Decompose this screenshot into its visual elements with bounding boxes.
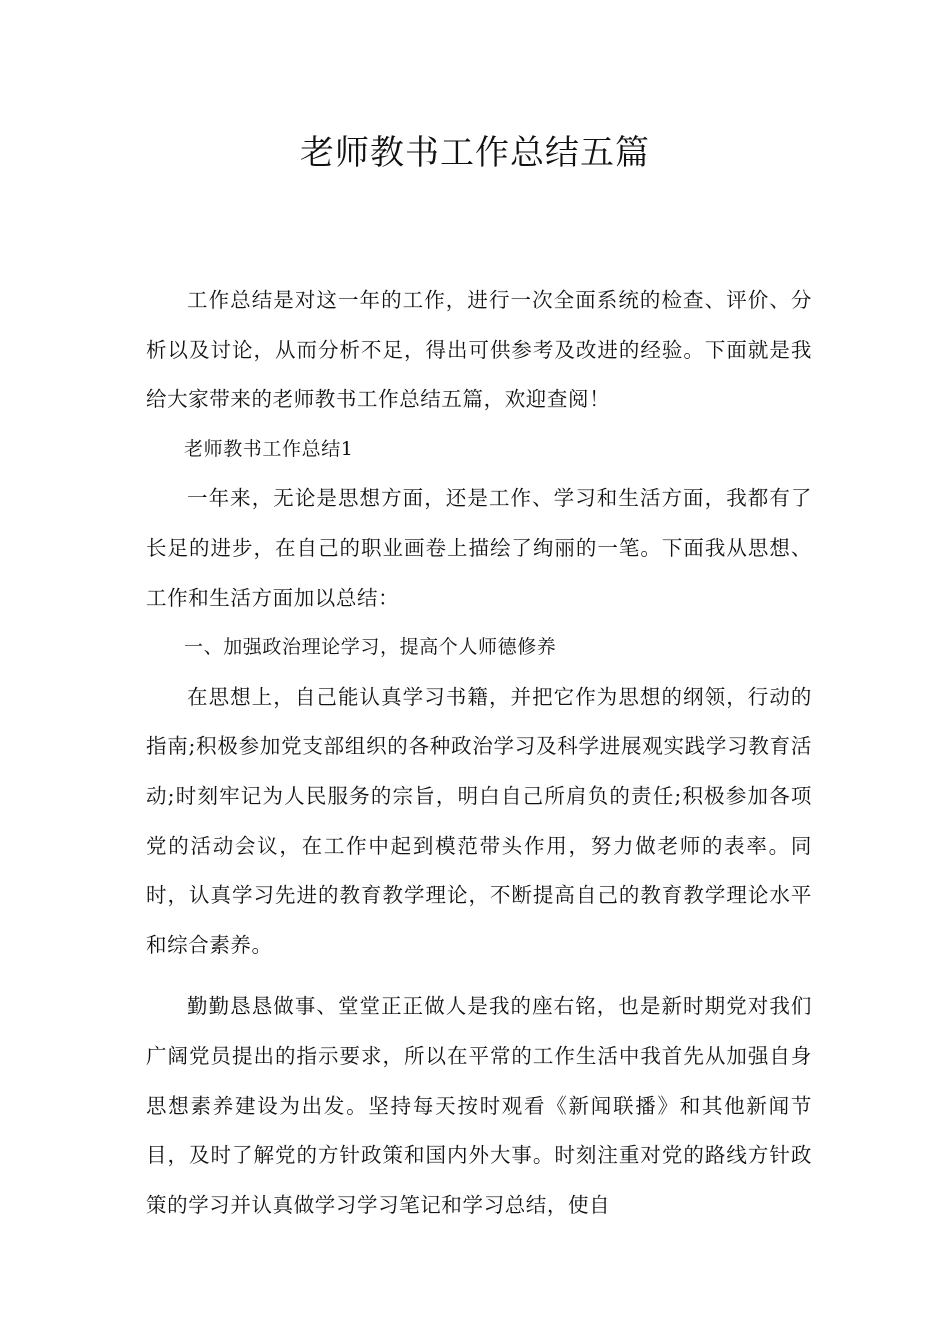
intro-paragraph: 工作总结是对这一年的工作，进行一次全面系统的检查、评价、分析以及讨论，从而分析不足，得出可供参考及改进的经验。下面就是我给大家带来的老师教书工作总结五篇，欢迎查阅！: [146, 288, 812, 412]
document-title: 老师教书工作总结五篇: [300, 133, 650, 173]
document-body: [146, 276, 812, 1230]
body-paragraph: 一年来，无论是思想方面，还是工作、学习和生活方面，我都有了长足的进步，在自己的职业画卷上描绘了绚丽的一笔。下面我从思想、工作和生活方面加以总结：: [146, 486, 812, 610]
section-title: 老师教书工作总结1: [184, 437, 354, 460]
sub-heading: 一、加强政治理论学习，提高个人师德修养: [184, 636, 557, 659]
body-paragraph: 勤勤恳恳做事、堂堂正正做人是我的座右铭，也是新时期党对我们广阔党员提出的指示要求，所以在平常的工作生活中我首先从加强自身思想素养建设为出发。坚持每天按时观看《新闻联播》和其他新闻节目，及时了解党的方针政策和国内外大事。时刻注重对党的路线方针政策的学习并认真做学习学习笔记和学习总结，使自: [146, 994, 812, 1217]
body-paragraph: 在思想上，自己能认真学习书籍，并把它作为思想的纲领，行动的指南;积极参加党支部组织的各种政治学习及科学进展观实践学习教育活动;时刻牢记为人民服务的宗旨，明白自己所肩负的责任;积极参加各项党的活动会议，在工作中起到模范带头作用，努力做老师的表率。同时，认真学习先进的教育教学理论，不断提高自己的教育教学理论水平和综合素养。: [146, 684, 812, 957]
